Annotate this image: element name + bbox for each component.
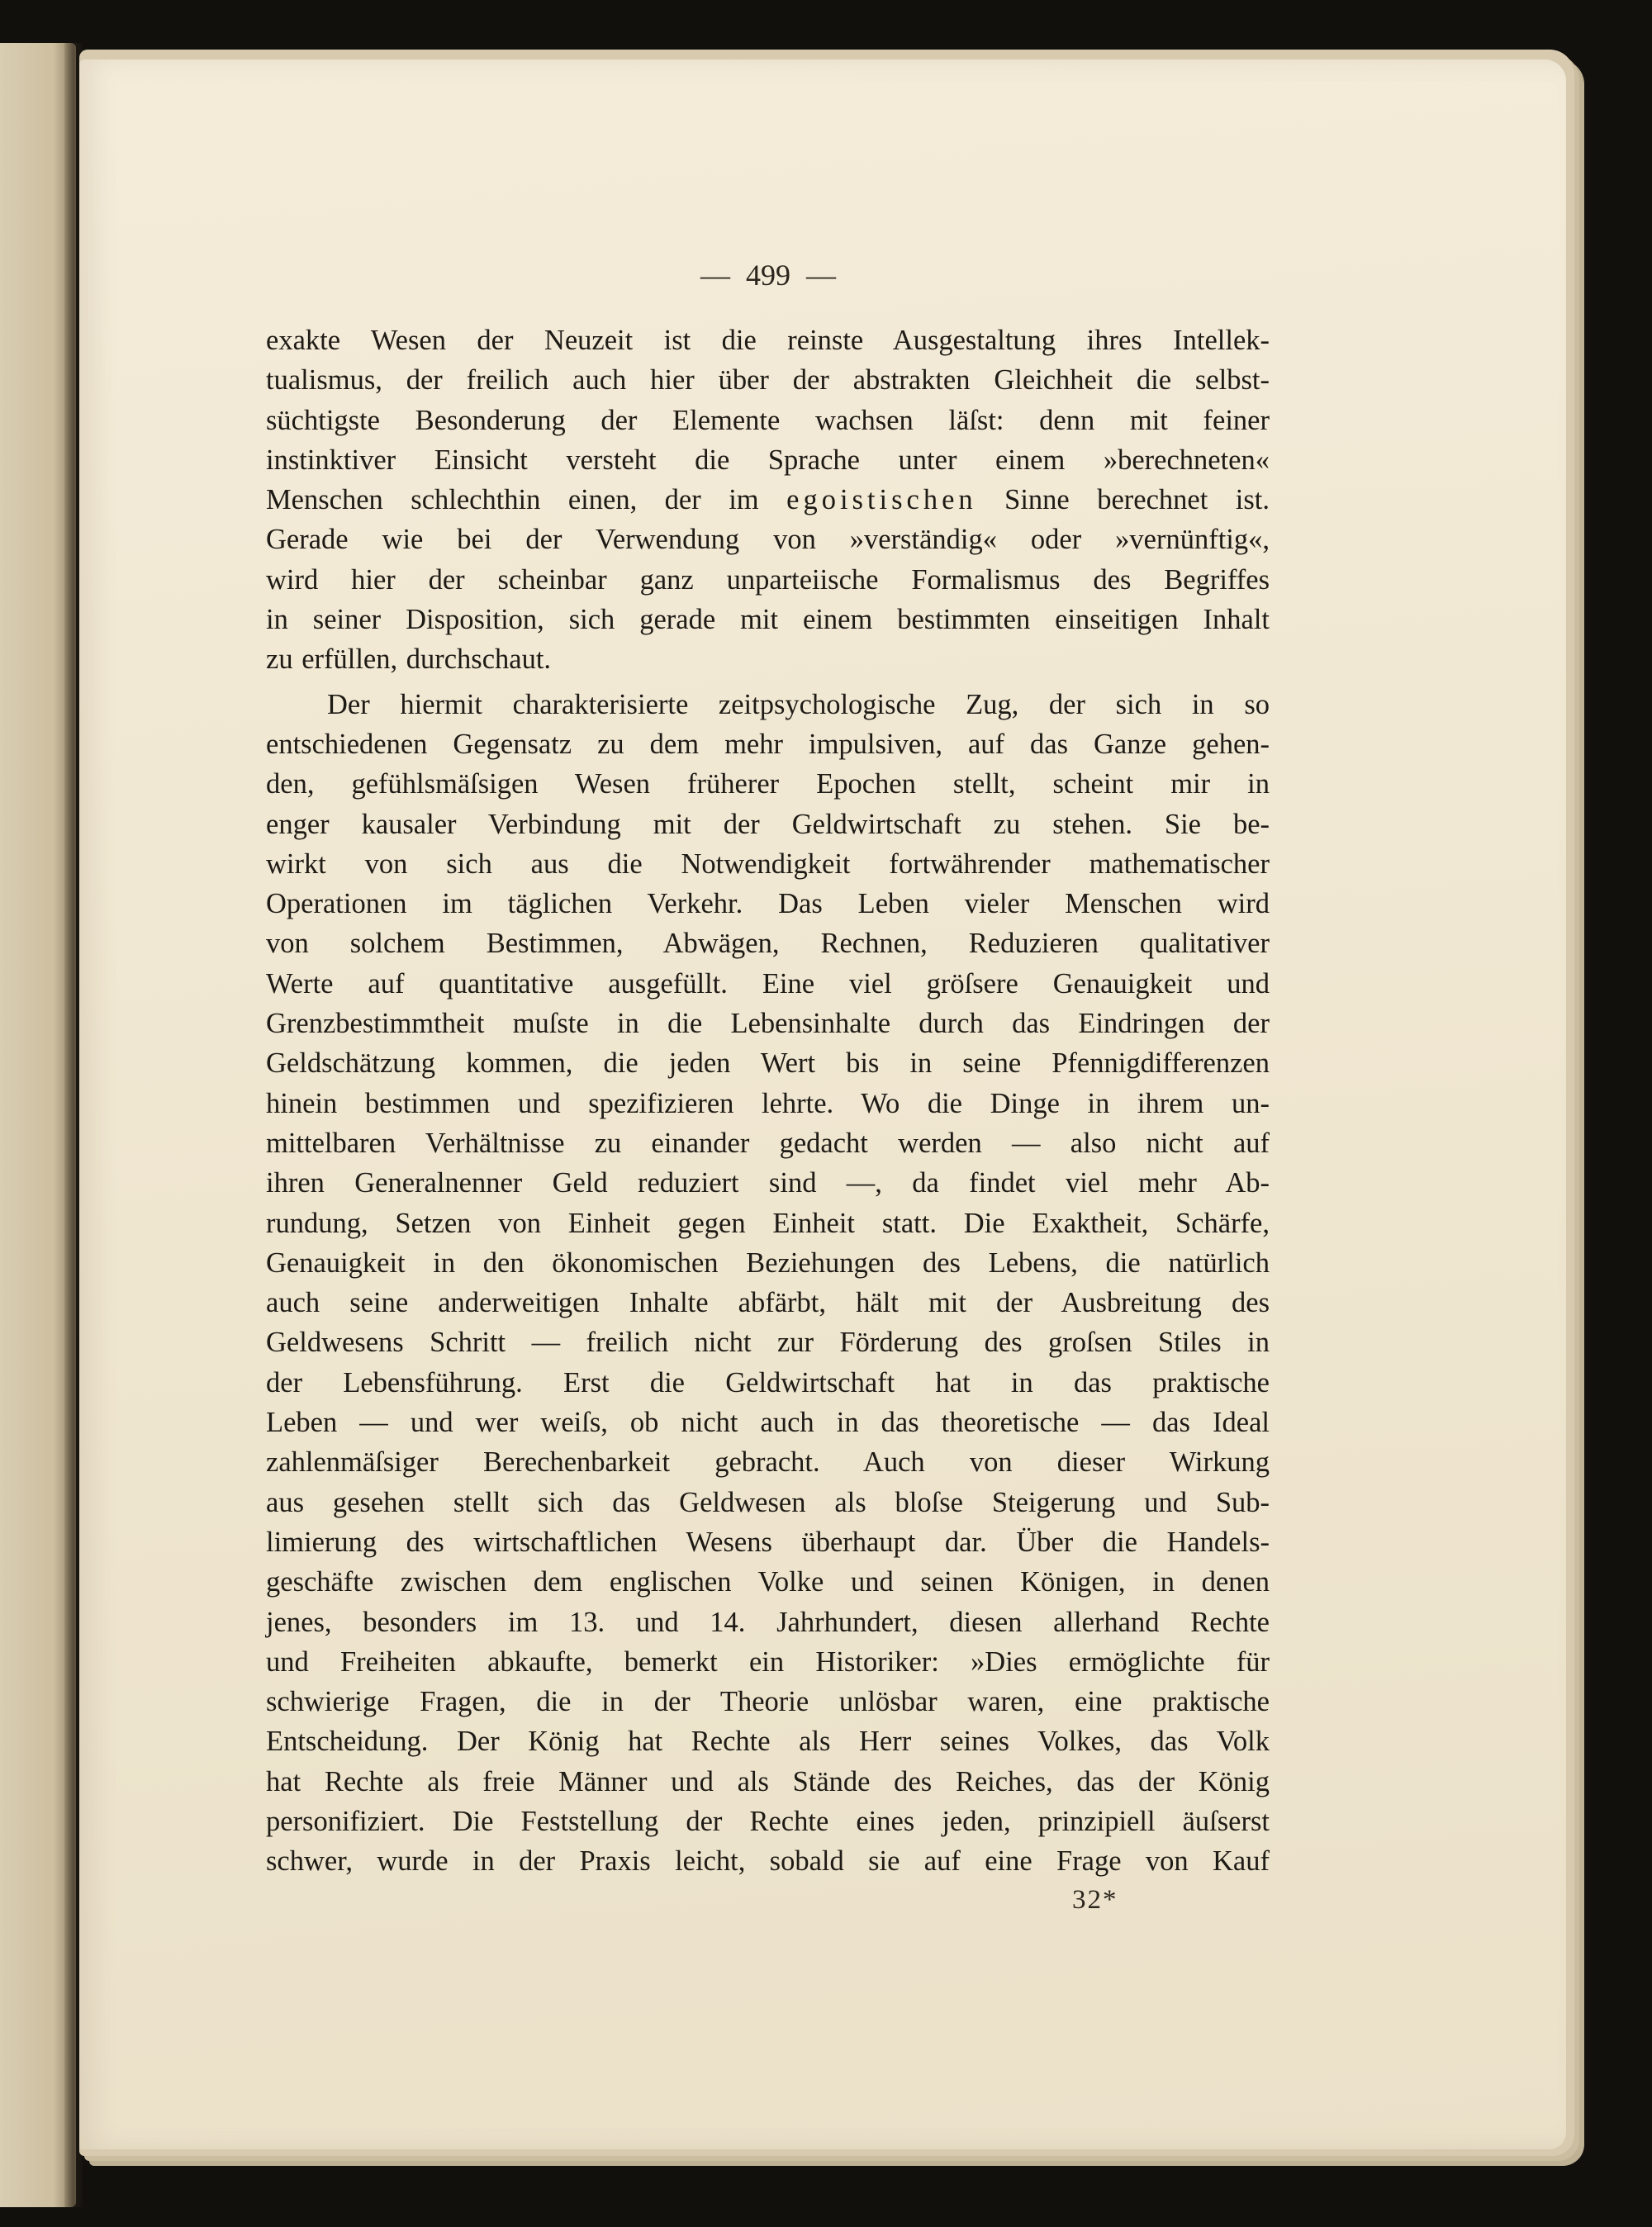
page-number: — 499 — — [700, 259, 836, 292]
text-line: geschäfte zwischen dem englischen Volke und seinen Königen, in denen — [266, 1566, 1270, 1598]
paragraph-1 — [266, 321, 1270, 680]
text-line: den, gefühlsmäſsigen Wesen früherer Epochen stellt, scheint mir in — [266, 768, 1270, 800]
text-line: in seiner Disposition, sich gerade mit einem bestimmten einseitigen Inhalt — [266, 604, 1270, 636]
text-line: Genauigkeit in den ökonomischen Beziehungen des Lebens, die natürlich — [266, 1246, 1270, 1279]
paragraph-2 — [266, 685, 1270, 1882]
text-line: Der hiermit charakterisierte zeitpsychologische Zug, der sich in so — [327, 688, 1270, 720]
text-line: von solchem Bestimmen, Abwägen, Rechnen, Reduzieren qualitativer — [266, 928, 1270, 960]
text-fragment: Menschen schlechthin einen, der im — [266, 484, 787, 516]
text-line: schwer, wurde in der Praxis leicht, sobald sie auf eine Frage von Kauf — [266, 1845, 1270, 1878]
text-line: Geldschätzung kommen, die jeden Wert bis in seine Pfennigdifferenzen — [266, 1047, 1270, 1080]
text-line: auch seine anderweitigen Inhalte abfärbt, hält mit der Ausbreitung des — [266, 1287, 1270, 1319]
text-line: schwierige Fragen, die in der Theorie unlösbar waren, eine praktische — [266, 1686, 1270, 1718]
text-line: Werte auf quantitative ausgefüllt. Eine viel gröſsere Genauigkeit und — [266, 967, 1270, 1000]
text-line: rundung, Setzen von Einheit gegen Einheit statt. Die Exaktheit, Schärfe, — [266, 1207, 1270, 1239]
text-line: Entscheidung. Der König hat Rechte als Herr seines Volkes, das Volk — [266, 1726, 1270, 1758]
text-line: mittelbaren Verhältnisse zu einander gedacht werden — also nicht auf — [266, 1127, 1270, 1159]
text-line: jenes, besonders im 13. und 14. Jahrhundert, diesen allerhand Rechte — [266, 1606, 1270, 1638]
text-line: hinein bestimmen und spezifizieren lehrte. Wo die Dinge in ihrem un- — [266, 1087, 1270, 1119]
text-line: aus gesehen stellt sich das Geldwesen als bloſse Steigerung und Sub- — [266, 1486, 1270, 1518]
text-line: und Freiheiten abkaufte, bemerkt ein Historiker: »Dies ermöglichte für — [266, 1645, 1270, 1678]
text-line: Geldwesens Schritt — freilich nicht zur Förderung des groſsen Stiles in — [266, 1327, 1270, 1359]
text-line: exakte Wesen der Neuzeit ist die reinste Ausgestaltung ihres Intellek- — [266, 325, 1270, 356]
text-line: Operationen im täglichen Verkehr. Das Leben vieler Menschen wird — [266, 888, 1270, 920]
text-line: limierung des wirtschaftlichen Wesens überhaupt dar. Über die Handels- — [266, 1526, 1270, 1558]
text-line: wird hier der scheinbar ganz unparteiische Formalismus des Begriffes — [266, 563, 1270, 596]
text-line: zu erfüllen, durchschaut. — [266, 643, 552, 676]
signature-mark: 32* — [1072, 1885, 1118, 1915]
body-text — [266, 321, 1270, 1882]
text-fragment: Sinne berechnet ist. — [976, 484, 1270, 516]
text-line: enger kausaler Verbindung mit der Geldwirtschaft zu stehen. Sie be- — [266, 808, 1270, 840]
text-line: süchtigste Besonderung der Elemente wachsen läſst: denn mit feiner — [266, 404, 1270, 436]
text-line: tualismus, der freilich auch hier über der abstrakten Gleichheit die selbst- — [266, 364, 1270, 396]
emphasized-word: egoistischen — [786, 484, 977, 516]
text-line: entschiedenen Gegensatz zu dem mehr impulsiven, auf das Ganze gehen- — [266, 728, 1270, 760]
text-line: ihren Generalnenner Geld reduziert sind —, da findet viel mehr Ab- — [266, 1167, 1270, 1199]
text-line: zahlenmäſsiger Berechenbarkeit gebracht. Auch von dieser Wirkung — [266, 1446, 1270, 1479]
text-line: Grenzbestimmtheit muſste in die Lebensinhalte durch das Eindringen der — [266, 1008, 1270, 1040]
text-line-spaced — [266, 480, 1270, 520]
text-line: wirkt von sich aus die Notwendigkeit fortwährender mathematischer — [266, 848, 1270, 880]
text-line: hat Rechte als freie Männer und als Stände des Reiches, das der König — [266, 1765, 1270, 1797]
text-line: personifiziert. Die Feststellung der Rechte eines jeden, prinzipiell äuſserst — [266, 1805, 1270, 1837]
text-line: Leben — und wer weiſs, ob nicht auch in das theoretische — das Ideal — [266, 1407, 1270, 1439]
text-line: Gerade wie bei der Verwendung von »verständig« oder »vernünftig«, — [266, 524, 1270, 556]
text-line: instinktiver Einsicht versteht die Sprache unter einem »berechneten« — [266, 444, 1270, 476]
text-line: der Lebensführung. Erst die Geldwirtschaft hat in das praktische — [266, 1366, 1270, 1398]
